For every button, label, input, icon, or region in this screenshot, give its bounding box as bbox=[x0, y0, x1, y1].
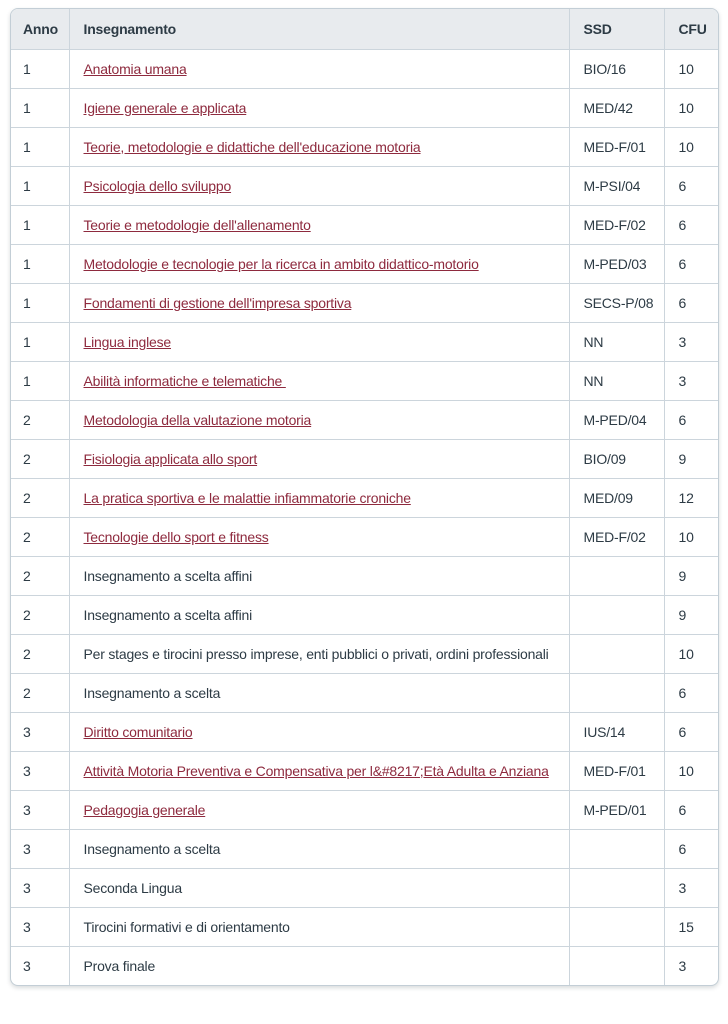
course-link[interactable]: Metodologie e tecnologie per la ricerca in ambito didattico-motorio bbox=[83, 255, 479, 272]
cell-ssd bbox=[569, 595, 664, 634]
cell-anno: 1 bbox=[11, 88, 69, 127]
cell-insegnamento bbox=[69, 205, 569, 244]
cell-anno: 2 bbox=[11, 478, 69, 517]
cell-insegnamento bbox=[69, 127, 569, 166]
course-link[interactable]: Lingua inglese bbox=[83, 333, 171, 350]
cell-anno: 1 bbox=[11, 205, 69, 244]
cell-ssd: NN bbox=[569, 322, 664, 361]
cell-anno: 1 bbox=[11, 127, 69, 166]
cell-cfu: 10 bbox=[664, 751, 719, 790]
cell-ssd: M-PED/01 bbox=[569, 790, 664, 829]
cell-cfu: 6 bbox=[664, 673, 719, 712]
table-row bbox=[11, 517, 719, 556]
cell-ssd: M-PED/03 bbox=[569, 244, 664, 283]
cell-cfu: 6 bbox=[664, 283, 719, 322]
course-link[interactable]: Diritto comunitario bbox=[83, 723, 193, 740]
cell-ssd: MED-F/02 bbox=[569, 205, 664, 244]
course-link[interactable]: La pratica sportiva e le malattie infiammatorie croniche bbox=[83, 489, 411, 506]
cell-insegnamento bbox=[69, 361, 569, 400]
course-text: Insegnamento a scelta bbox=[83, 840, 221, 857]
table-row bbox=[11, 244, 719, 283]
table-row bbox=[11, 361, 719, 400]
cell-insegnamento bbox=[69, 595, 569, 634]
course-text: Seconda Lingua bbox=[83, 879, 182, 896]
course-table bbox=[11, 9, 719, 985]
cell-anno: 3 bbox=[11, 946, 69, 985]
cell-ssd: MED/42 bbox=[569, 88, 664, 127]
cell-ssd bbox=[569, 556, 664, 595]
cell-insegnamento bbox=[69, 244, 569, 283]
table-row bbox=[11, 946, 719, 985]
course-text: Prova finale bbox=[83, 957, 156, 974]
cell-insegnamento bbox=[69, 790, 569, 829]
cell-anno: 1 bbox=[11, 283, 69, 322]
cell-ssd: BIO/16 bbox=[569, 49, 664, 88]
cell-ssd: IUS/14 bbox=[569, 712, 664, 751]
cell-insegnamento bbox=[69, 88, 569, 127]
table-row bbox=[11, 49, 719, 88]
cell-anno: 2 bbox=[11, 400, 69, 439]
cell-insegnamento bbox=[69, 556, 569, 595]
course-link[interactable]: Psicologia dello sviluppo bbox=[83, 177, 232, 194]
cell-anno: 1 bbox=[11, 49, 69, 88]
cell-ssd bbox=[569, 829, 664, 868]
table-row bbox=[11, 829, 719, 868]
course-table-card bbox=[10, 8, 719, 986]
cell-cfu: 6 bbox=[664, 166, 719, 205]
cell-ssd bbox=[569, 946, 664, 985]
cell-cfu: 6 bbox=[664, 712, 719, 751]
cell-anno: 2 bbox=[11, 517, 69, 556]
cell-insegnamento bbox=[69, 478, 569, 517]
course-text: Tirocini formativi e di orientamento bbox=[83, 918, 290, 935]
cell-anno: 3 bbox=[11, 751, 69, 790]
table-row bbox=[11, 166, 719, 205]
table-row bbox=[11, 790, 719, 829]
course-table-body bbox=[11, 49, 719, 985]
cell-ssd: SECS-P/08 bbox=[569, 283, 664, 322]
table-row bbox=[11, 907, 719, 946]
cell-cfu: 6 bbox=[664, 790, 719, 829]
course-text: Per stages e tirocini presso imprese, enti pubblici o privati, ordini professionali bbox=[83, 645, 549, 662]
column-header-insegnamento: Insegnamento bbox=[69, 9, 569, 49]
cell-insegnamento bbox=[69, 517, 569, 556]
cell-ssd bbox=[569, 673, 664, 712]
cell-ssd bbox=[569, 907, 664, 946]
table-row bbox=[11, 400, 719, 439]
cell-anno: 1 bbox=[11, 166, 69, 205]
cell-cfu: 10 bbox=[664, 634, 719, 673]
cell-ssd: MED/09 bbox=[569, 478, 664, 517]
cell-ssd: MED-F/01 bbox=[569, 127, 664, 166]
cell-anno: 2 bbox=[11, 634, 69, 673]
course-link[interactable]: Attività Motoria Preventiva e Compensativa per l&#8217;Età Adulta e Anziana bbox=[83, 762, 549, 779]
cell-cfu: 9 bbox=[664, 439, 719, 478]
cell-ssd: NN bbox=[569, 361, 664, 400]
cell-insegnamento bbox=[69, 439, 569, 478]
cell-ssd: MED-F/02 bbox=[569, 517, 664, 556]
course-link[interactable]: Teorie e metodologie dell'allenamento bbox=[83, 216, 311, 233]
cell-anno: 3 bbox=[11, 907, 69, 946]
cell-insegnamento bbox=[69, 673, 569, 712]
cell-ssd bbox=[569, 868, 664, 907]
cell-insegnamento bbox=[69, 946, 569, 985]
cell-anno: 2 bbox=[11, 595, 69, 634]
cell-anno: 3 bbox=[11, 712, 69, 751]
course-text: Insegnamento a scelta bbox=[83, 684, 221, 701]
table-row bbox=[11, 751, 719, 790]
cell-insegnamento bbox=[69, 751, 569, 790]
table-row bbox=[11, 712, 719, 751]
table-row bbox=[11, 322, 719, 361]
header-row bbox=[11, 9, 719, 49]
cell-cfu: 10 bbox=[664, 517, 719, 556]
cell-anno: 1 bbox=[11, 244, 69, 283]
cell-insegnamento bbox=[69, 400, 569, 439]
course-link[interactable]: Pedagogia generale bbox=[83, 801, 206, 818]
course-link[interactable]: Teorie, metodologie e didattiche dell'educazione motoria bbox=[83, 138, 421, 155]
cell-anno: 3 bbox=[11, 829, 69, 868]
cell-cfu: 10 bbox=[664, 88, 719, 127]
course-link[interactable]: Fisiologia applicata allo sport bbox=[83, 450, 258, 467]
table-row bbox=[11, 595, 719, 634]
cell-cfu: 10 bbox=[664, 127, 719, 166]
cell-anno: 3 bbox=[11, 868, 69, 907]
cell-cfu: 6 bbox=[664, 205, 719, 244]
cell-ssd: BIO/09 bbox=[569, 439, 664, 478]
cell-cfu: 6 bbox=[664, 400, 719, 439]
cell-insegnamento bbox=[69, 322, 569, 361]
cell-ssd: M-PED/04 bbox=[569, 400, 664, 439]
cell-cfu: 9 bbox=[664, 595, 719, 634]
cell-ssd: MED-F/01 bbox=[569, 751, 664, 790]
cell-anno: 2 bbox=[11, 673, 69, 712]
table-row bbox=[11, 127, 719, 166]
cell-cfu: 15 bbox=[664, 907, 719, 946]
cell-cfu: 10 bbox=[664, 49, 719, 88]
cell-cfu: 3 bbox=[678, 957, 687, 974]
cell-anno: 2 bbox=[11, 439, 69, 478]
course-link[interactable]: Igiene generale e applicata bbox=[83, 99, 247, 116]
course-link[interactable]: Metodologia della valutazione motoria bbox=[83, 411, 312, 428]
table-row bbox=[11, 283, 719, 322]
cell-insegnamento bbox=[69, 166, 569, 205]
table-row bbox=[11, 478, 719, 517]
cell-anno: 1 bbox=[11, 361, 69, 400]
table-row bbox=[11, 439, 719, 478]
table-row bbox=[11, 205, 719, 244]
column-header-anno: Anno bbox=[11, 9, 69, 49]
cell-insegnamento bbox=[69, 868, 569, 907]
column-header-cfu: CFU bbox=[664, 9, 719, 49]
cell-cfu: 3 bbox=[664, 322, 719, 361]
cell-insegnamento bbox=[69, 829, 569, 868]
cell-cfu: 6 bbox=[664, 244, 719, 283]
course-text: Insegnamento a scelta affini bbox=[83, 567, 252, 584]
cell-cfu: 9 bbox=[664, 556, 719, 595]
course-link[interactable]: Anatomia umana bbox=[83, 60, 187, 77]
table-row bbox=[11, 88, 719, 127]
column-header-ssd: SSD bbox=[569, 9, 664, 49]
table-row bbox=[11, 634, 719, 673]
cell-anno: 3 bbox=[11, 790, 69, 829]
cell-insegnamento bbox=[69, 283, 569, 322]
cell-insegnamento bbox=[69, 49, 569, 88]
cell-anno: 2 bbox=[11, 556, 69, 595]
cell-ssd bbox=[569, 634, 664, 673]
cell-insegnamento bbox=[69, 634, 569, 673]
course-text: Insegnamento a scelta affini bbox=[83, 606, 252, 623]
cell-cfu: 3 bbox=[664, 361, 719, 400]
cell-insegnamento bbox=[69, 907, 569, 946]
table-row bbox=[11, 673, 719, 712]
course-link[interactable]: Fondamenti di gestione dell'impresa sportiva bbox=[83, 294, 352, 311]
course-link[interactable]: Abilità informatiche e telematiche bbox=[83, 372, 286, 389]
cell-insegnamento bbox=[69, 712, 569, 751]
course-link[interactable]: Tecnologie dello sport e fitness bbox=[83, 528, 269, 545]
cell-cfu: 12 bbox=[664, 478, 719, 517]
cell-anno: 1 bbox=[11, 322, 69, 361]
cell-ssd: M-PSI/04 bbox=[569, 166, 664, 205]
cell-cfu: 3 bbox=[664, 868, 719, 907]
cell-cfu: 6 bbox=[664, 829, 719, 868]
table-row bbox=[11, 868, 719, 907]
table-row bbox=[11, 556, 719, 595]
